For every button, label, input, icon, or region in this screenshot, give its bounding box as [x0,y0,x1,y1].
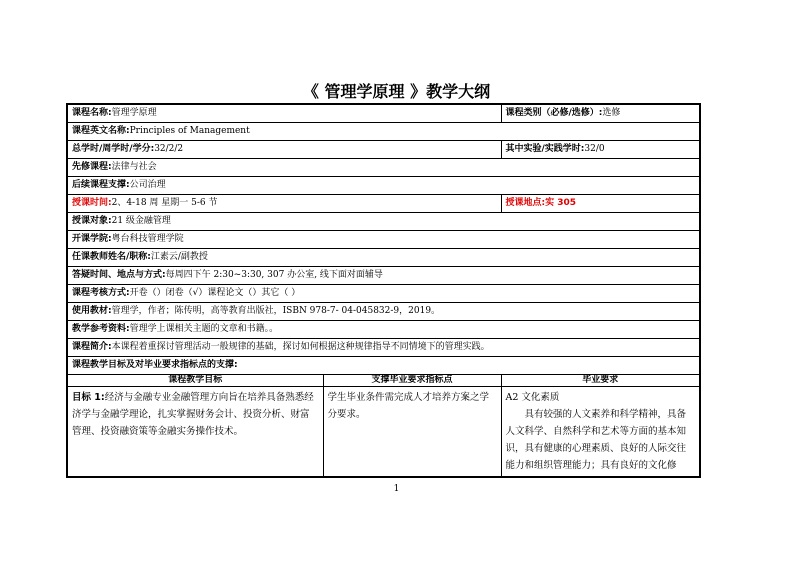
goals-title-cell [67,357,700,375]
goals-header-indicator: 支撑毕业要求指标点 [323,375,501,387]
intro-value: 本课程着重探讨管理活动一般规律的基础，探讨如何根据这种规律指导不同情境下的管理实践。 [111,342,490,352]
audience-value: 21 级金融管理 [111,216,171,226]
english-name-value: Principles of Management [129,126,250,136]
teacher-cell [67,249,700,267]
intro-cell [67,339,700,357]
english-name-cell [67,123,700,141]
place-cell [501,195,700,213]
reference-value: 管理学上课相关主题的文章和书籍。。 [129,324,279,334]
goals-header-requirement: 毕业要求 [501,375,700,387]
goal-1-label: 目标 1: [72,392,105,403]
place-label: 授课地点: [505,198,546,208]
intro-label: 课程简介: [72,342,112,352]
requirement-1-cell [501,387,700,478]
hours-label: 总学时/周学时/学分: [72,144,155,154]
time-value: 2、4-18 周 星期一 5-6 节 [111,198,218,208]
page-number: 1 [393,484,400,494]
syllabus-table [66,103,701,478]
college-label: 开课学院: [72,234,112,244]
prereq-value: 法律与社会 [111,162,157,172]
exam-label: 课程考核方式: [72,288,130,298]
hours-cell [67,141,501,159]
lab-label: 其中实验/实践学时: [505,144,585,154]
requirement-1-body: 具有较强的人文素养和科学精神，具备人文科学、自然科学和艺术等方面的基本知识，具有健康的心理素质、良好的人际交往能力和组织管理能力；具有良好的文化修 [505,409,687,471]
college-value: 粤台科技管理学院 [111,234,184,244]
reference-cell [67,321,700,339]
college-cell [67,231,700,249]
reference-label: 教学参考资料: [72,324,130,334]
indicator-1-text: 学生毕业条件需完成人才培养方案之学分要求。 [327,392,490,420]
course-name-value: 管理学原理 [111,108,157,118]
english-name-label: 课程英文名称: [72,126,130,136]
lab-cell [501,141,700,159]
goal-1-cell [67,387,323,478]
followup-value: 公司治理 [129,180,166,190]
qa-label: 答疑时间、地点与方式: [72,270,166,280]
document-title: 《 管理学原理 》教学大纲 [302,82,491,101]
textbook-label: 使用教材: [72,306,112,316]
exam-value: 开卷（）闭卷（√）课程论文（）其它（ ） [129,288,301,298]
teacher-label: 任课教师姓名/职称: [72,252,151,262]
time-cell [67,195,501,213]
goal-1-text: 经济与金融专业金融管理方向旨在培养具备熟悉经济学与金融学理论，扎实掌握财务会计、投资分析、财富管理、投资融资策等金融实务操作技术。 [72,392,314,437]
hours-value: 32/2/2 [154,144,184,154]
exam-cell [67,285,700,303]
followup-cell [67,177,700,195]
textbook-value: 管理学，作者；陈传明，高等教育出版社，ISBN 978-7- 04-045832-9，2019。 [111,306,441,316]
audience-label: 授课对象: [72,216,112,226]
teacher-value: 江素云/副教授 [150,252,208,262]
course-name-label: 课程名称: [72,108,112,118]
course-name-cell [67,104,501,123]
audience-cell [67,213,700,231]
goals-title: 课程教学目标及对毕业要求指标点的支撑: [72,360,238,370]
followup-label: 后续课程支撑: [72,180,130,190]
requirement-1-title: A2 文化素质 [505,392,560,403]
lab-value: 32/0 [584,144,605,154]
goals-header-goal: 课程教学目标 [67,375,323,387]
category-label: 课程类别（必修/选修）: [505,108,603,118]
indicator-1-cell [323,387,501,478]
prereq-cell [67,159,700,177]
prereq-label: 先修课程: [72,162,112,172]
textbook-cell [67,303,700,321]
category-cell [501,104,700,123]
category-value: 选修 [602,108,621,118]
time-label: 授课时间: [72,198,112,208]
place-value: 实 305 [545,198,577,208]
qa-value: 每周四下午 2:30~3:30, 307 办公室, 线下面对面辅导 [165,270,383,280]
qa-cell [67,267,700,285]
